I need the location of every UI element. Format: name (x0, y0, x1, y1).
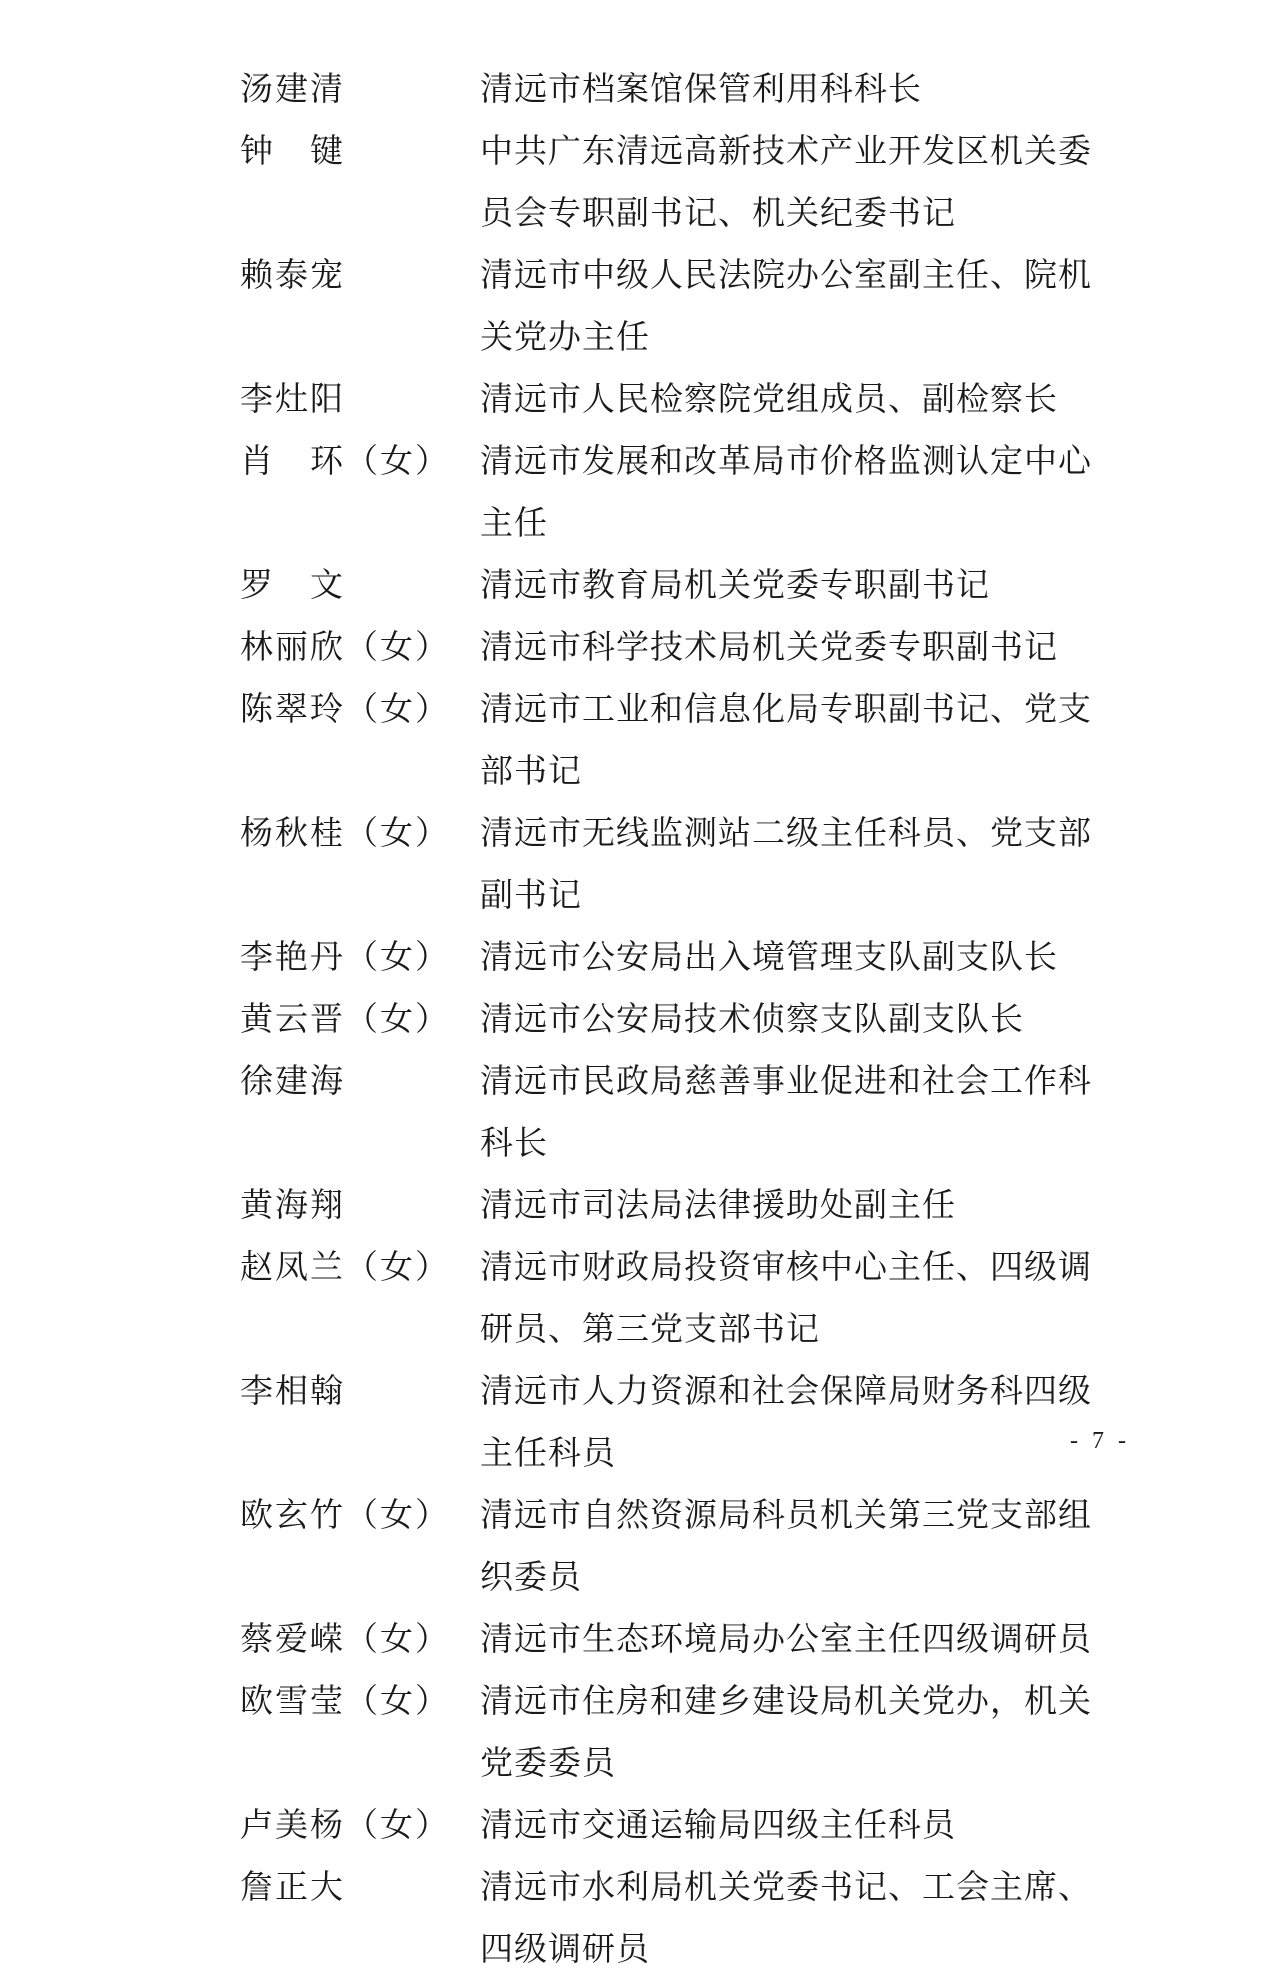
list-item (240, 58, 1120, 120)
person-title: 清远市交通运输局四级主任科员 (480, 1805, 956, 1844)
person-title: 清远市住房和建乡建设局机关党办，机关党委委员 (480, 1681, 1092, 1782)
person-title: 清远市生态环境局办公室主任四级调研员 (480, 1619, 1092, 1658)
list-item (240, 430, 1120, 554)
list-item (240, 1856, 1120, 1980)
person-name: 罗 文 (240, 565, 345, 604)
person-name: 徐建海 (240, 1061, 345, 1100)
list-item (240, 1236, 1120, 1360)
page-number: - 7 - (1070, 1428, 1130, 1454)
person-name: 李相翰 (240, 1371, 345, 1410)
list-item (240, 1484, 1120, 1608)
person-name: 欧雪莹（女） (240, 1681, 450, 1720)
list-item (240, 244, 1120, 368)
person-name: 肖 环（女） (240, 441, 450, 480)
list-item (240, 1174, 1120, 1236)
person-name: 汤建清 (240, 69, 345, 108)
person-title: 清远市人力资源和社会保障局财务科四级主任科员 (480, 1371, 1092, 1472)
list-item (240, 1050, 1120, 1174)
person-name: 卢美杨（女） (240, 1805, 450, 1844)
person-name: 林丽欣（女） (240, 627, 450, 666)
person-name: 黄海翔 (240, 1185, 345, 1224)
person-name: 詹正大 (240, 1867, 345, 1906)
person-title: 清远市中级人民法院办公室副主任、院机关党办主任 (480, 255, 1092, 356)
person-title: 清远市民政局慈善事业促进和社会工作科科长 (480, 1061, 1092, 1162)
person-title: 清远市发展和改革局市价格监测认定中心主任 (480, 441, 1092, 542)
person-title: 清远市财政局投资审核中心主任、四级调 研员、第三党支部书记 (480, 1247, 1092, 1348)
person-title: 清远市无线监测站二级主任科员、党支部副书记 (480, 813, 1092, 914)
person-name: 黄云晋（女） (240, 999, 450, 1038)
personnel-list (240, 58, 1120, 1980)
person-name: 蔡爱嵘（女） (240, 1619, 450, 1658)
person-title: 清远市自然资源局科员机关第三党支部组织委员 (480, 1495, 1092, 1596)
list-item (240, 1608, 1120, 1670)
person-name: 陈翠玲（女） (240, 689, 450, 728)
person-title: 清远市工业和信息化局专职副书记、党支部书记 (480, 689, 1092, 790)
list-item (240, 368, 1120, 430)
person-title: 中共广东清远高新技术产业开发区机关委 员会专职副书记、机关纪委书记 (480, 131, 1092, 232)
person-name: 杨秋桂（女） (240, 813, 450, 852)
list-item (240, 988, 1120, 1050)
list-item (240, 926, 1120, 988)
person-title: 清远市教育局机关党委专职副书记 (480, 565, 990, 604)
person-name: 钟 键 (240, 131, 345, 170)
list-item (240, 802, 1120, 926)
person-title: 清远市档案馆保管利用科科长 (480, 69, 922, 108)
person-name: 李灶阳 (240, 379, 345, 418)
person-name: 欧玄竹（女） (240, 1495, 450, 1534)
person-title: 清远市科学技术局机关党委专职副书记 (480, 627, 1058, 666)
list-item (240, 678, 1120, 802)
list-item (240, 1794, 1120, 1856)
list-item (240, 616, 1120, 678)
person-title: 清远市司法局法律援助处副主任 (480, 1185, 956, 1224)
person-name: 李艳丹（女） (240, 937, 450, 976)
list-item (240, 1360, 1120, 1484)
list-item (240, 120, 1120, 244)
list-item (240, 1670, 1120, 1794)
person-title: 清远市人民检察院党组成员、副检察长 (480, 379, 1058, 418)
person-title: 清远市公安局技术侦察支队副支队长 (480, 999, 1024, 1038)
person-title: 清远市公安局出入境管理支队副支队长 (480, 937, 1058, 976)
person-title: 清远市水利局机关党委书记、工会主席、四级调研员 (480, 1867, 1092, 1968)
person-name: 赵凤兰（女） (240, 1247, 450, 1286)
list-item (240, 554, 1120, 616)
person-name: 赖泰宠 (240, 255, 345, 294)
